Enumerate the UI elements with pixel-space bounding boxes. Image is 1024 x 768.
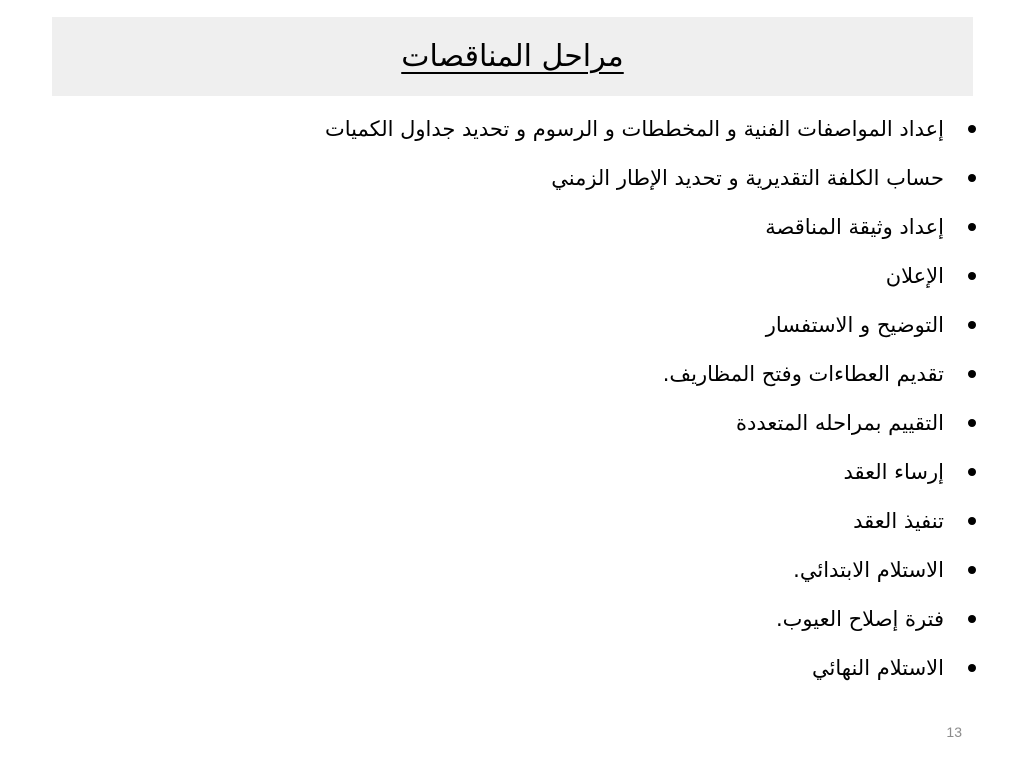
list-item <box>216 398 976 447</box>
bullet-text: إعداد المواصفات الفنية و المخططات و الرسوم و تحديد جداول الكميات <box>324 116 944 141</box>
list-item <box>216 643 976 692</box>
bullet-dot-icon <box>968 272 976 280</box>
bullet-dot-icon <box>968 664 976 672</box>
list-item <box>216 447 976 496</box>
list-item <box>216 202 976 251</box>
list-item <box>216 153 976 202</box>
list-item <box>216 349 976 398</box>
bullet-text: تقديم العطاءات وفتح المظاريف. <box>662 361 944 386</box>
list-item <box>216 251 976 300</box>
bullet-text: حساب الكلفة التقديرية و تحديد الإطار الزمني <box>551 165 944 190</box>
list-item <box>216 104 976 153</box>
list-item <box>216 594 976 643</box>
bullet-text: تنفيذ العقد <box>853 508 944 533</box>
bullet-dot-icon <box>968 321 976 329</box>
bullet-text: إرساء العقد <box>843 459 944 484</box>
list-item <box>216 496 976 545</box>
bullet-dot-icon <box>968 468 976 476</box>
slide-title-bar <box>52 17 973 96</box>
bullet-dot-icon <box>968 419 976 427</box>
page-number: 13 <box>946 724 962 740</box>
bullet-text: فترة إصلاح العيوب. <box>775 606 944 631</box>
bullet-text: الاستلام النهائي <box>812 655 944 680</box>
bullet-dot-icon <box>968 566 976 574</box>
bullet-dot-icon <box>968 223 976 231</box>
bullet-dot-icon <box>968 174 976 182</box>
bullet-list <box>216 104 976 692</box>
bullet-dot-icon <box>968 370 976 378</box>
bullet-text: الاستلام الابتدائي. <box>793 557 944 582</box>
bullet-text: التقييم بمراحله المتعددة <box>735 410 944 435</box>
list-item <box>216 545 976 594</box>
bullet-text: التوضيح و الاستفسار <box>765 312 944 337</box>
bullet-dot-icon <box>968 125 976 133</box>
bullet-text: الإعلان <box>885 263 944 288</box>
bullet-dot-icon <box>968 517 976 525</box>
list-item <box>216 300 976 349</box>
bullet-text: إعداد وثيقة المناقصة <box>765 214 944 239</box>
slide-title: مراحل المناقصات <box>401 38 624 74</box>
bullet-dot-icon <box>968 615 976 623</box>
